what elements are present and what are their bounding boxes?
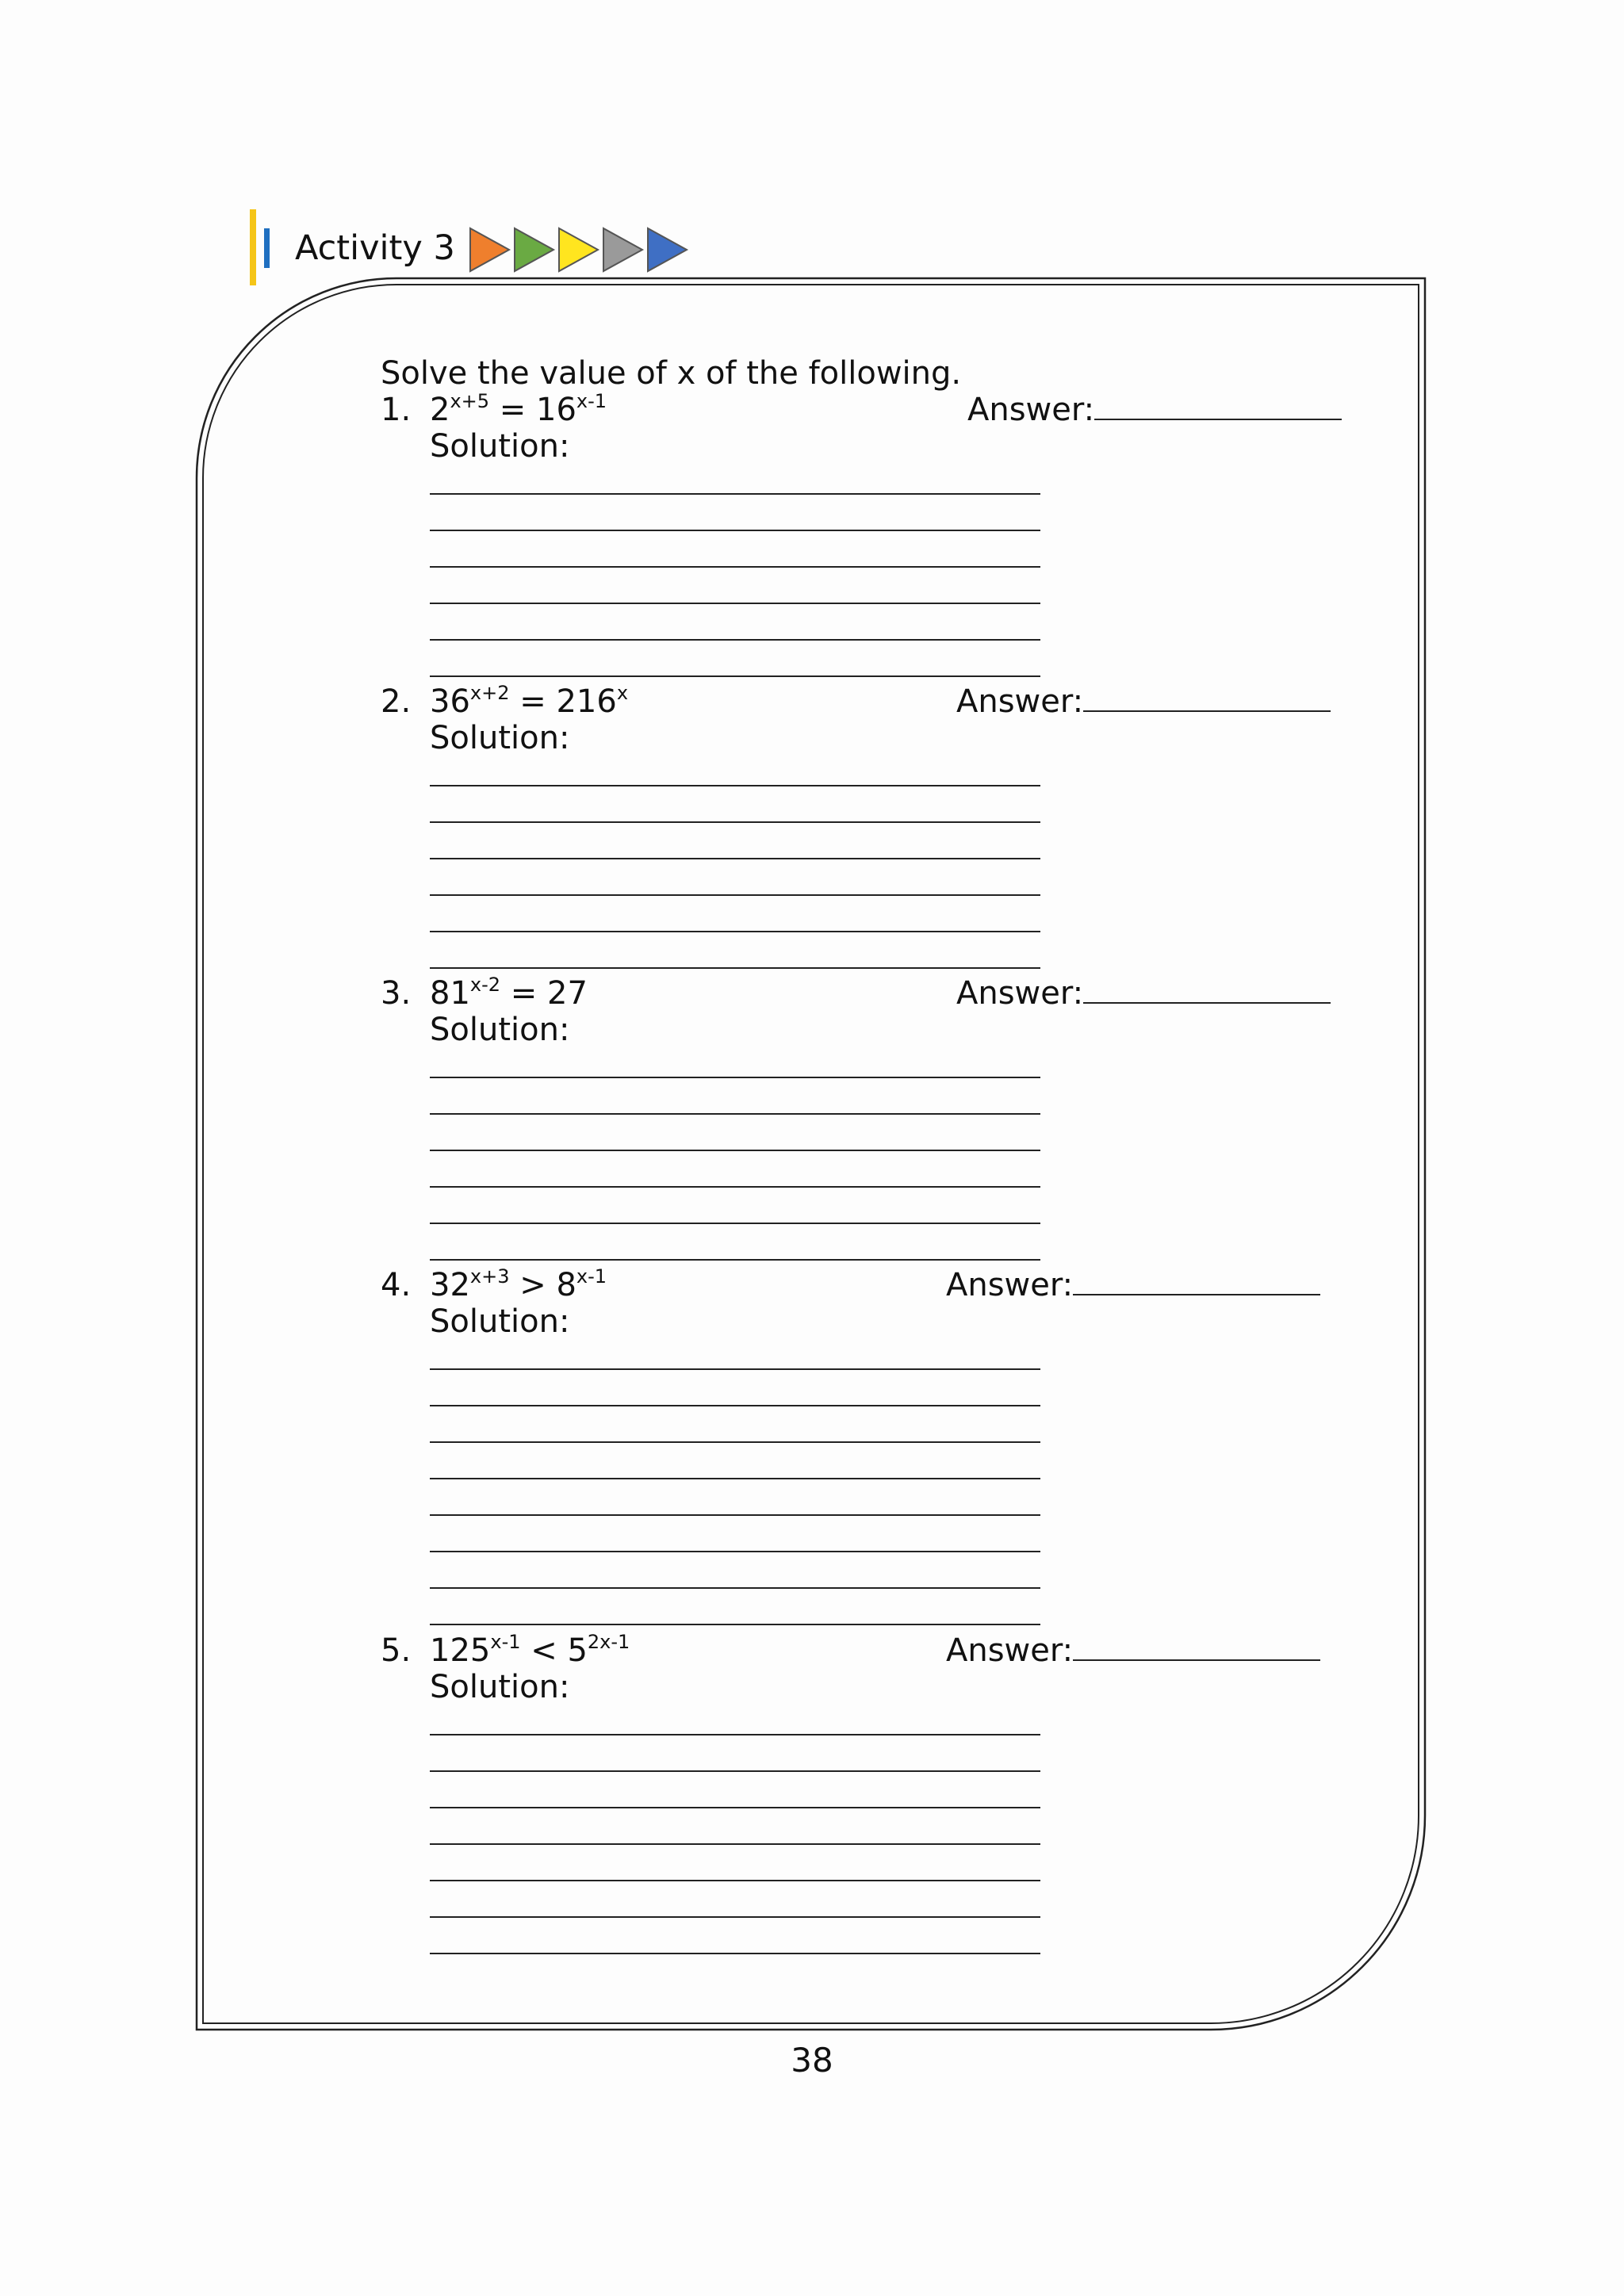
solution-label: Solution:	[430, 428, 570, 465]
solution-line[interactable]	[430, 785, 1040, 786]
problem-number: 2.	[381, 683, 412, 720]
solution-line[interactable]	[430, 1441, 1040, 1443]
problem-equation: 81$^{x-2}$ = 27	[430, 974, 588, 1012]
problem-equation: $32^{x+3} > 8^{x-1}$	[430, 1265, 607, 1303]
solution-line[interactable]	[430, 530, 1040, 531]
answer-field[interactable]: Answer:	[956, 686, 1331, 718]
problem-equation: $125^{x-1} < 5^{2x-1}$	[430, 1631, 630, 1669]
solution-line[interactable]	[430, 603, 1040, 604]
solution-line[interactable]	[430, 1807, 1040, 1808]
solution-line[interactable]	[430, 1223, 1040, 1224]
solution-line[interactable]	[430, 1551, 1040, 1552]
solution-line[interactable]	[430, 1514, 1040, 1516]
solution-label: Solution:	[430, 1012, 570, 1048]
solution-label: Solution:	[430, 1669, 570, 1705]
solution-line[interactable]	[430, 1880, 1040, 1881]
problem-number: 1.	[381, 392, 412, 428]
solution-line[interactable]	[430, 1916, 1040, 1918]
answer-field[interactable]: Answer:	[946, 1635, 1320, 1667]
solution-line[interactable]	[430, 1953, 1040, 1954]
activity-title: Activity 3	[295, 228, 455, 268]
problem-number: 3.	[381, 975, 412, 1012]
solution-line[interactable]	[430, 1405, 1040, 1406]
problem-number: 5.	[381, 1632, 412, 1669]
answer-field[interactable]: Answer:	[956, 978, 1331, 1009]
solution-line[interactable]	[430, 1186, 1040, 1188]
solution-line[interactable]	[430, 931, 1040, 932]
solution-line[interactable]	[430, 894, 1040, 896]
instructions: Solve the value of x of the following.	[381, 355, 962, 392]
problem-equation: $2^{x+5} = 16^{x-1}$	[430, 390, 607, 428]
solution-line[interactable]	[430, 1843, 1040, 1845]
solution-line[interactable]	[430, 639, 1040, 641]
solution-label: Solution:	[430, 720, 570, 756]
solution-line[interactable]	[430, 1624, 1040, 1625]
solution-line[interactable]	[430, 1259, 1040, 1261]
solution-line[interactable]	[430, 858, 1040, 859]
solution-label: Solution:	[430, 1303, 570, 1340]
solution-line[interactable]	[430, 1113, 1040, 1115]
answer-field[interactable]: Answer:	[967, 394, 1342, 426]
solution-line[interactable]	[430, 1150, 1040, 1151]
solution-line[interactable]	[430, 1478, 1040, 1479]
answer-field[interactable]: Answer:	[946, 1269, 1320, 1301]
solution-line[interactable]	[430, 1368, 1040, 1370]
solution-line[interactable]	[430, 1587, 1040, 1589]
solution-line[interactable]	[430, 566, 1040, 568]
solution-line[interactable]	[430, 821, 1040, 823]
page-number: 38	[791, 2041, 833, 2080]
solution-line[interactable]	[430, 967, 1040, 969]
problem-number: 4.	[381, 1267, 412, 1303]
problem-equation: $36^{x+2} = 216^x$	[430, 682, 629, 720]
solution-line[interactable]	[430, 675, 1040, 677]
solution-line[interactable]	[430, 1734, 1040, 1735]
solution-line[interactable]	[430, 1770, 1040, 1772]
solution-line[interactable]	[430, 493, 1040, 495]
solution-line[interactable]	[430, 1077, 1040, 1078]
